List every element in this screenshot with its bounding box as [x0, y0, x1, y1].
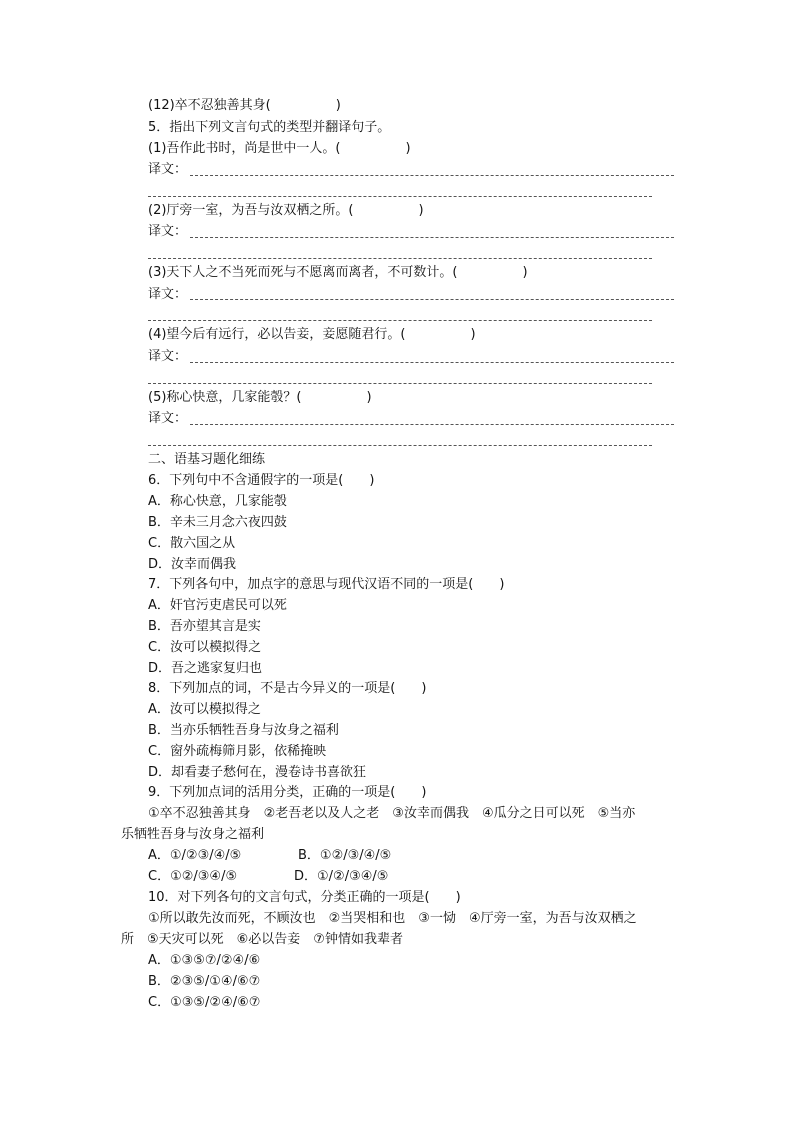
q4-item-12: (12)卒不忍独善其身( ) — [148, 98, 341, 113]
q5-translation-label-3: 译文： — [148, 287, 188, 302]
q7-option-d: D．吾之逃家复归也 — [148, 661, 263, 676]
answer-line[interactable] — [190, 237, 674, 238]
q6-option-c: C．散六国之从 — [148, 536, 236, 551]
q5-item-5: (5)称心快意，几家能彀？( ) — [148, 390, 372, 405]
q7-option-a: A．奸官污吏虐民可以死 — [148, 598, 287, 613]
q10-option-a: A．①③⑤⑦/②④/⑥ — [148, 953, 261, 968]
q9-option-d: D．①/②/③④/⑤ — [294, 869, 389, 884]
answer-line[interactable] — [190, 362, 674, 363]
answer-line[interactable] — [148, 383, 652, 384]
q10-stem: 10．对下列各句的文言句式，分类正确的一项是( ) — [148, 890, 461, 905]
q7-option-b: B．吾亦望其言是实 — [148, 619, 261, 634]
q9-option-c: C．①②/③④/⑤ — [148, 869, 238, 884]
q5-translation-label-4: 译文： — [148, 349, 188, 364]
q7-stem: 7．下列各句中，加点字的意思与现代汉语不同的一项是( ) — [148, 577, 505, 592]
answer-line[interactable] — [148, 196, 652, 197]
q10-option-c: C．①③⑤/②④/⑥⑦ — [148, 995, 261, 1010]
q6-stem: 6．下列句中不含通假字的一项是( ) — [148, 473, 375, 488]
q10-items-line-2: 所 ⑤天灾可以死 ⑥必以告妾 ⑦钟情如我辈者 — [121, 932, 403, 947]
section-heading: 二、语基习题化细练 — [148, 452, 266, 467]
q10-option-b: B．②③⑤/①④/⑥⑦ — [148, 974, 261, 989]
q9-items-line-1: ①卒不忍独善其身 ②老吾老以及人之老 ③汝幸而偶我 ④瓜分之日可以死 ⑤当亦 — [148, 806, 636, 821]
q5-translation-label-1: 译文： — [148, 162, 188, 177]
q6-option-d: D．汝幸而偶我 — [148, 557, 237, 572]
q6-option-b: B．辛未三月念六夜四鼓 — [148, 515, 287, 530]
q5-title: 5．指出下列文言句式的类型并翻译句子。 — [148, 120, 391, 135]
q5-item-3: (3)天下人之不当死而死与不愿离而离者，不可数计。( ) — [148, 265, 528, 280]
q5-translation-label-5: 译文： — [148, 411, 188, 426]
answer-line[interactable] — [148, 320, 652, 321]
q5-item-2: (2)厅旁一室，为吾与汝双栖之所。( ) — [148, 203, 424, 218]
q5-translation-label-2: 译文： — [148, 224, 188, 239]
answer-line[interactable] — [190, 424, 674, 425]
q6-option-a: A．称心快意，几家能彀 — [148, 494, 287, 509]
q9-items-line-2: 乐牺牲吾身与汝身之福利 — [121, 827, 265, 842]
q5-item-4: (4)望今后有远行，必以告妾，妾愿随君行。( ) — [148, 327, 476, 342]
q8-option-b: B．当亦乐牺牲吾身与汝身之福利 — [148, 723, 339, 738]
answer-line[interactable] — [148, 258, 652, 259]
q7-option-c: C．汝可以模拟得之 — [148, 640, 262, 655]
q8-option-a: A．汝可以模拟得之 — [148, 702, 261, 717]
q5-item-1: (1)吾作此书时，尚是世中一人。( ) — [148, 141, 411, 156]
q9-stem: 9．下列加点词的活用分类，正确的一项是( ) — [148, 785, 427, 800]
q8-stem: 8．下列加点的词，不是古今异义的一项是( ) — [148, 681, 427, 696]
answer-line[interactable] — [190, 299, 674, 300]
q9-option-a: A．①/②③/④/⑤ — [148, 848, 242, 863]
answer-line[interactable] — [148, 445, 652, 446]
q9-option-b: B．①②/③/④/⑤ — [298, 848, 392, 863]
q8-option-d: D．却看妻子愁何在，漫卷诗书喜欲狂 — [148, 765, 367, 780]
q8-option-c: C．窗外疏梅筛月影，依稀掩映 — [148, 744, 327, 759]
answer-line[interactable] — [190, 175, 674, 176]
q10-items-line-1: ①所以敢先汝而死，不顾汝也 ②当哭相和也 ③一恸 ④厅旁一室，为吾与汝双栖之 — [148, 911, 637, 926]
